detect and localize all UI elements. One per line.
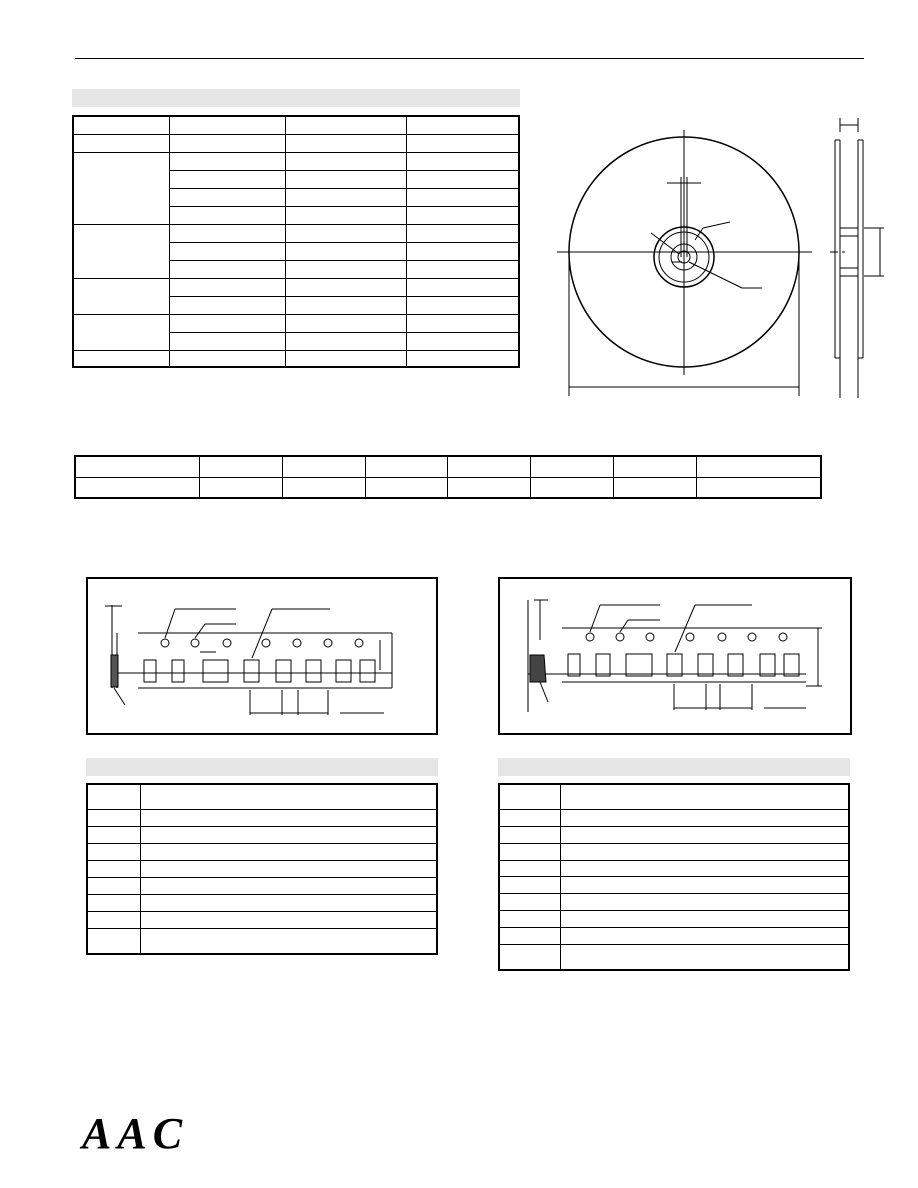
right-tape-table: [498, 783, 850, 971]
right-tape-drawing: [498, 577, 852, 735]
right-tape-header-bar: [498, 758, 850, 776]
company-logo: AAC: [82, 1109, 189, 1158]
reel-spec-table: [72, 115, 520, 368]
reel-spec-header-bar: [72, 89, 520, 107]
left-tape-drawing: [86, 577, 438, 735]
qty-table: [74, 455, 822, 499]
header-rule: [75, 58, 864, 59]
left-tape-header-bar: [86, 758, 438, 776]
left-tape-table: [86, 783, 438, 955]
